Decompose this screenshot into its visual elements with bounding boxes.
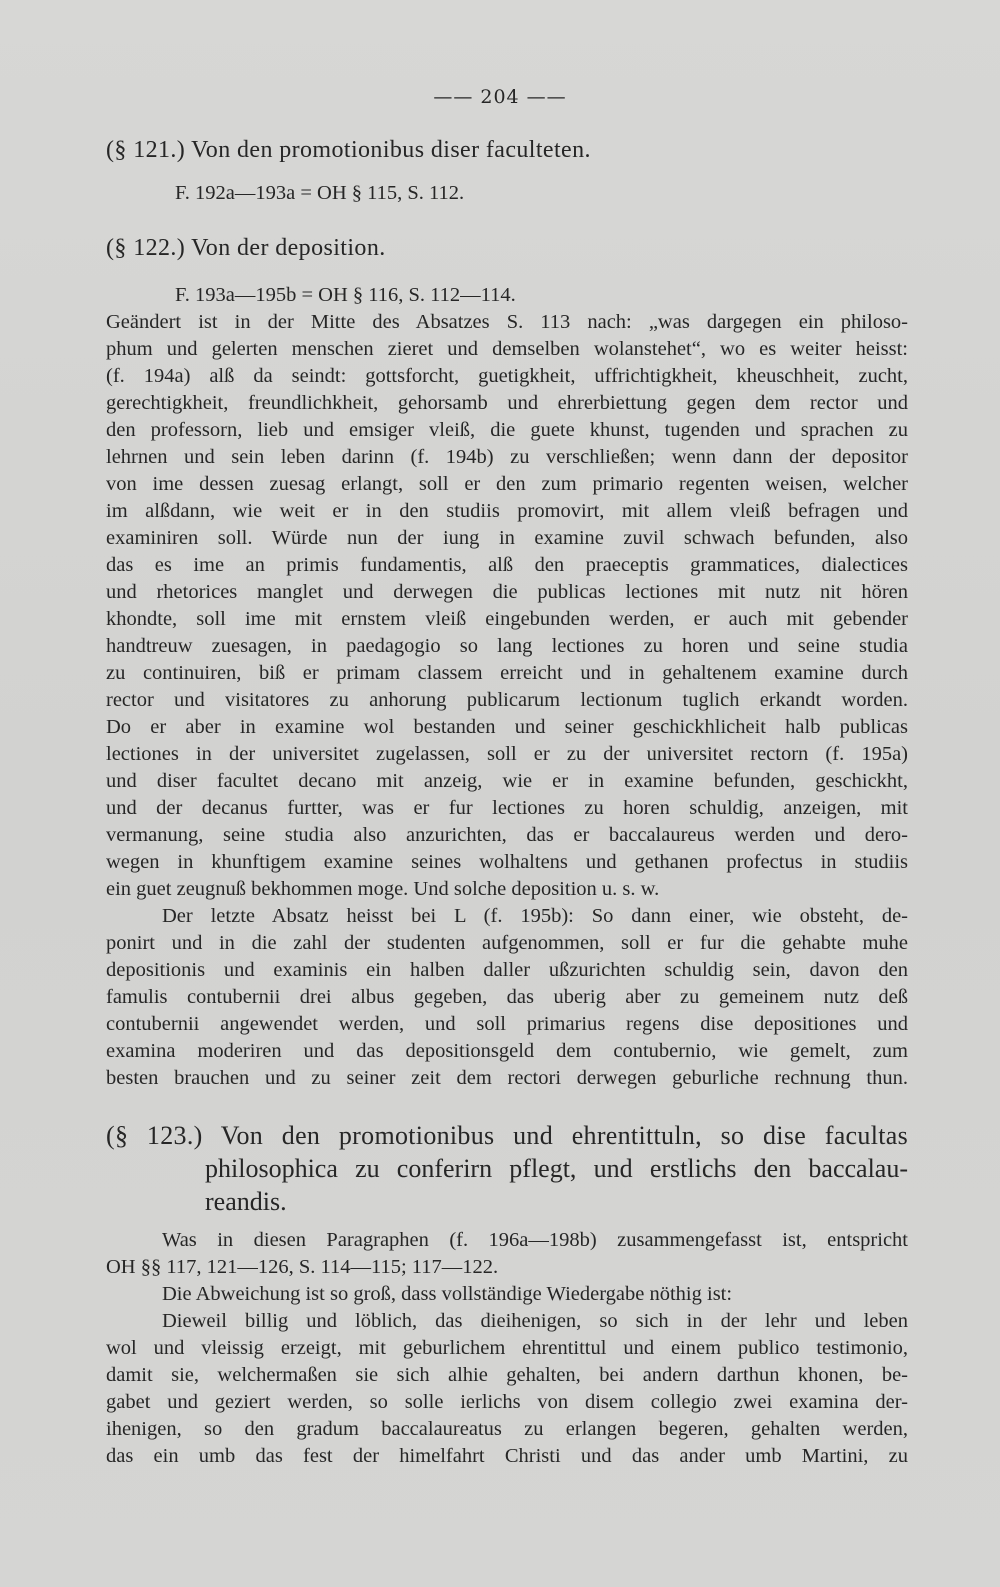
section-heading-123-cont: reandis.: [205, 1187, 287, 1216]
text-line: Do er aber in examine wol bestanden und seiner geschickhlicheit halb publicas: [106, 716, 908, 738]
text-line: ihenigen, so den gradum baccalaureatus zu erlangen begeren, gehalten werden,: [106, 1418, 908, 1440]
text-line: rector und visitatores zu anhorung publicarum lectionum tuglich erkandt worden.: [106, 689, 908, 711]
text-line: den professorn, lieb und emsiger vleiß, die guete khunst, tugenden und sprachen zu: [106, 419, 908, 441]
text-line: damit sie, welchermaßen sie sich alhie gehalten, bei andern darthun khonen, be-: [106, 1364, 908, 1386]
text-line: OH §§ 117, 121—126, S. 114—115; 117—122.: [106, 1256, 499, 1278]
text-line: examiniren soll. Würde nun der iung in examine zuvil schwach befunden, also: [106, 527, 908, 549]
text-line: und diser facultet decano mit anzeig, wie er in examine befunden, geschickht,: [106, 770, 908, 792]
text-line: lectiones in der universitet zugelassen, soll er zu der universitet rectorn (f. 195a): [106, 743, 908, 765]
text-line: khondte, soll ime mit ernstem vleiß eingebunden werden, er auch mit gebender: [106, 608, 908, 630]
text-line: Geändert ist in der Mitte des Absatzes S. 113 nach: „was dargegen ein philoso-: [106, 311, 908, 333]
text-line: contubernii angewendet werden, und soll primarius regens dise depositiones und: [106, 1013, 908, 1035]
reference-line: F. 193a—195b = OH § 116, S. 112—114.: [175, 284, 516, 306]
section-heading-121: (§ 121.) Von den promotionibus diser faculteten.: [106, 137, 591, 163]
text-line: zu continuiren, biß er primam classem erreicht und in gehaltenem examine durch: [106, 662, 908, 684]
section-heading-123: (§ 123.) Von den promotionibus und ehrentittuln, so dise facultas: [106, 1121, 908, 1150]
text-line: Die Abweichung ist so groß, dass vollständige Wiedergabe nöthig ist:: [162, 1283, 733, 1305]
text-line: ein guet zeugnuß bekhommen moge. Und solche deposition u. s. w.: [106, 878, 660, 900]
reference-line: F. 192a—193a = OH § 115, S. 112.: [175, 182, 465, 204]
text-line: Dieweil billig und löblich, das dieihenigen, so sich in der lehr und leben: [162, 1310, 908, 1332]
text-line: das es ime an primis fundamentis, alß den praeceptis grammatices, dialectices: [106, 554, 908, 576]
text-line: lehrnen und sein leben darinn (f. 194b) zu verschließen; wenn dann der depositor: [106, 446, 908, 468]
text-line: famulis contubernii drei albus gegeben, das uberig aber zu gemeinem nutz deß: [106, 986, 908, 1008]
text-line: und der decanus furtter, was er fur lectiones zu horen schuldig, anzeigen, mit: [106, 797, 908, 819]
text-line: im alßdann, wie weit er in den studiis promovirt, mit allem vleiß befragen und: [106, 500, 908, 522]
text-line: phum und gelerten menschen zieret und demselben wolanstehet“, wo es weiter heisst:: [106, 338, 908, 360]
text-line: von ime dessen zuesag erlangt, soll er den zum primario regenten weisen, welcher: [106, 473, 908, 495]
text-line: (f. 194a) alß da seindt: gottsforcht, guetigkheit, uffrichtigkheit, kheuschheit, zucht,: [106, 365, 908, 387]
text-line: wegen in khunftigem examine seines wolhaltens und gethanen profectus in studiis: [106, 851, 908, 873]
text-line: vermanung, seine studia also anzurichten, das er baccalaureus werden und dero-: [106, 824, 908, 846]
text-line: ponirt und in die zahl der studenten aufgenommen, soll er fur die gehabte muhe: [106, 932, 908, 954]
text-line: wol und vleissig erzeigt, mit geburlichem ehrentittul und einem publico testimonio,: [106, 1337, 908, 1359]
section-heading-123-cont: philosophica zu conferirn pflegt, und erstlichs den baccalau-: [205, 1154, 908, 1183]
text-line: depositionis und examinis ein halben daller ußzurichten schuldig sein, davon den: [106, 959, 908, 981]
text-line: und rhetorices manglet und derwegen die publicas lectiones mit nutz nit hören: [106, 581, 908, 603]
section-heading-122: (§ 122.) Von der deposition.: [106, 235, 386, 261]
text-line: Was in diesen Paragraphen (f. 196a—198b) zusammengefasst ist, entspricht: [162, 1229, 908, 1251]
text-line: Der letzte Absatz heisst bei L (f. 195b): So dann einer, wie obsteht, de-: [162, 905, 908, 927]
text-line: gabet und geziert werden, so solle ierlichs von disem collegio zwei examina der-: [106, 1391, 908, 1413]
text-line: gerechtigkheit, freundlichkheit, gehorsamb und ehrerbiettung gegen dem rector und: [106, 392, 908, 414]
text-line: handtreuw zuesagen, in paedagogio so lang lectiones zu horen und seine studia: [106, 635, 908, 657]
page-number: —— 204 ——: [433, 86, 567, 108]
text-line: das ein umb das fest der himelfahrt Christi und das ander umb Martini, zu: [106, 1445, 908, 1467]
text-line: besten brauchen und zu seiner zeit dem rectori derwegen geburliche rechnung thun.: [106, 1067, 908, 1089]
text-line: examina moderiren und das depositionsgeld dem contubernio, wie gemelt, zum: [106, 1040, 908, 1062]
